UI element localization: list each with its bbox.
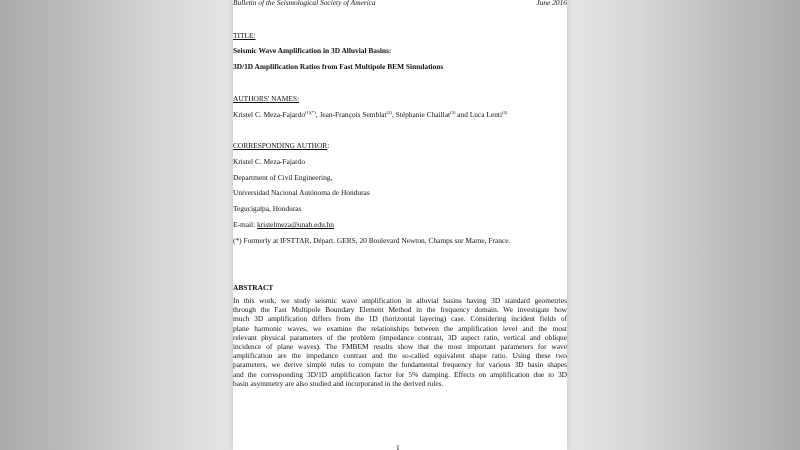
title-line-1: Seismic Wave Amplification in 3D Alluvial Basins: [233,46,392,55]
author-name: Jean-François Semblat [319,110,387,119]
title-line-2: 3D/1D Amplification Ratios from Fast Multipole BEM Simulations [233,62,444,71]
title-label: TITLE: [233,31,256,40]
department: Department of Civil Engineering, [233,173,333,182]
author-separator: , [315,110,320,119]
journal-header: Bulletin of the Seismological Society of America [233,0,376,7]
abstract-line: and the corresponding 3D/1D amplification factor for 5% damping. Effects on amplification due to 3D [233,369,567,379]
corresponding-label-line [233,141,329,150]
city: Tegucigalpa, Honduras [233,204,302,213]
author-affiliation: (1)(*) [305,110,316,115]
corresponding-name: Kristel C. Meza-Fajardo [233,157,306,166]
email-line [233,220,334,229]
affiliation-note: (*) Formerly at IFSTTAR, Départ. GERS, 20 Boulevard Newton, Champs sur Marne, France. [233,236,511,245]
document-page [233,0,567,450]
corresponding-colon: : [327,141,330,150]
author-name: Stéphanie Chaillat [395,110,451,119]
abstract-line: relevant physical parameters of the problem (impedance contrast, 3D aspect ratio, vertical and oblique [233,332,567,342]
authors-label: AUTHORS' NAMES: [233,94,300,103]
abstract-line: In this work, we study seismic wave amplification in alluvial basins having 3D standard geometries [233,296,567,305]
author-name: Luca Lenti [469,110,502,119]
author-separator: and [455,110,470,119]
email-link[interactable]: kristelmeza@unah.edu.hn [257,220,335,229]
abstract-line: through the Fast Multipole Boundary Element Method in the frequency domain. We investigate how [233,305,567,315]
abstract-line: amplification are the impedance contrast and the so-called equivalent shape ratio. Using these two [233,351,567,361]
authors-line [233,110,507,119]
abstract-line: basin asymmetry are also studied and incorporated in the derived rules. [233,378,444,388]
abstract-line: incidence of plane waves). The FMBEM results show that the most important parameters for wave [233,342,567,352]
author-affiliation: (2) [386,110,392,115]
abstract-body [233,296,567,388]
abstract-heading: ABSTRACT [233,283,274,292]
abstract-line: much 3D amplification differs from the 1D (horizontal layering) case. Considering incident fields of [233,314,567,324]
author-affiliation: (4) [502,110,508,115]
author-separator: , [391,110,396,119]
abstract-line: parameters, we derive simple rules to compute the fundamental frequency for various 3D basin shapes [233,360,567,370]
abstract-line: plane harmonic waves, we examine the relationships between the amplification level and the most [233,323,567,333]
date-header: June 2016 [536,0,567,7]
author-affiliation: (3) [450,110,456,115]
university: Universidad Nacional Autónoma de Honduras [233,188,370,197]
author-name: Kristel C. Meza-Fajardo [233,110,306,119]
email-prefix: E-mail: [233,220,258,229]
page-number: 1 [396,443,400,450]
corresponding-label: CORRESPONDING AUTHOR [233,141,328,150]
